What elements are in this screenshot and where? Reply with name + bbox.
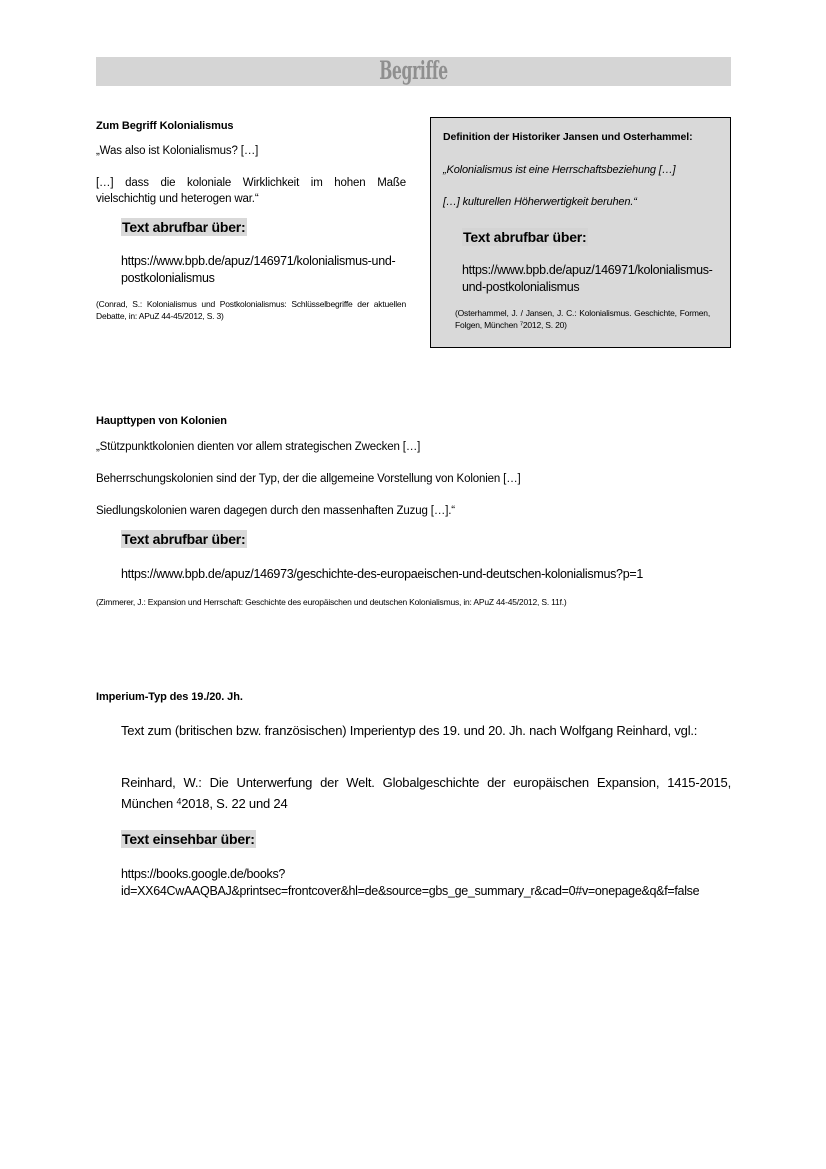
- citation-definition-prefix: (Osterhammel, J. / Jansen, J. C.: Kolonialismus. Geschichte, Formen, Folgen, München: [455, 308, 710, 330]
- link-label-haupttypen: [121, 530, 247, 549]
- citation-definition: [455, 307, 710, 331]
- definition-box-title: Definition der Historiker Jansen und Osterhammel:: [443, 131, 693, 143]
- citation-haupttypen: (Zimmerer, J.: Expansion und Herrschaft: Geschichte des europäischen und deutschen Kolonialismus, in: APuZ 44-45/2012, S. 11f.): [96, 597, 567, 607]
- citation-definition-suffix: 2012, S. 20): [522, 320, 567, 330]
- url-definition[interactable]: https://www.bpb.de/apuz/146971/kolonialismus-und-postkolonialismus: [462, 263, 713, 294]
- page-header-band: [96, 57, 731, 86]
- citation-kolonialismus: (Conrad, S.: Kolonialismus und Postkolonialismus: Schlüsselbegriffe der aktuellen Debatte, in: APuZ 44-45/2012, S. 3): [96, 299, 406, 321]
- link-label-imperium-text: Text einsehbar über:: [122, 831, 255, 847]
- reference-imperium: [121, 772, 731, 814]
- quote-line-haupttypen-3: Siedlungskolonien waren dagegen durch den massenhaften Zuzug […].“: [96, 505, 455, 517]
- page-title: Begriffe: [379, 56, 448, 85]
- section-heading-imperium: Imperium-Typ des 19./20. Jh.: [96, 691, 243, 703]
- link-label-kolonialismus: [121, 218, 247, 237]
- body-paragraph-imperium: Text zum (britischen bzw. französischen) Imperientyp des 19. und 20. Jh. nach Wolfgang Reinhard, vgl.:: [121, 723, 698, 738]
- section-heading-kolonialismus: Zum Begriff Kolonialismus: [96, 120, 234, 132]
- url-haupttypen[interactable]: https://www.bpb.de/apuz/146973/geschichte-des-europaeischen-und-deutschen-kolonialismus?p=1: [121, 567, 644, 581]
- quote-line-haupttypen-1: „Stützpunktkolonien dienten vor allem strategischen Zwecken […]: [96, 441, 421, 453]
- reference-imperium-superscript: 4: [176, 796, 182, 807]
- definition-quote-line-2: […] kulturellen Höherwertigkeit beruhen.“: [443, 196, 637, 208]
- quote-line-haupttypen-2: Beherrschungskolonien sind der Typ, der die allgemeine Vorstellung von Kolonien […]: [96, 473, 521, 485]
- link-label-kolonialismus-text: Text abrufbar über:: [122, 219, 246, 235]
- reference-imperium-prefix: Reinhard, W.: Die Unterwerfung der Welt. Globalgeschichte der europäischen Expansion, 1415-2015, München: [121, 775, 731, 811]
- quote-line-kolonialismus-2: […] dass die koloniale Wirklichkeit im hohen Maße vielschichtig und heterogen war.“: [96, 177, 406, 205]
- link-label-haupttypen-text: Text abrufbar über:: [122, 531, 246, 547]
- url-imperium[interactable]: https://books.google.de/books?id=XX64CwAAQBAJ&printsec=frontcover&hl=de&source=gbs_ge_summary_r&cad=0#v=onepage&q&f=false: [121, 867, 700, 898]
- section-heading-haupttypen: Haupttypen von Kolonien: [96, 415, 227, 427]
- reference-imperium-suffix: 2018, S. 22 und 24: [181, 796, 288, 811]
- definition-box: [430, 117, 731, 348]
- citation-definition-superscript: 7: [519, 321, 523, 328]
- link-label-imperium: [121, 830, 256, 849]
- url-kolonialismus[interactable]: https://www.bpb.de/apuz/146971/kolonialismus-und-postkolonialismus: [121, 254, 396, 285]
- link-label-definition: [462, 228, 588, 247]
- link-label-definition-text: Text abrufbar über:: [463, 229, 587, 245]
- definition-quote-line-1: „Kolonialismus ist eine Herrschaftsbeziehung […]: [443, 164, 676, 176]
- quote-line-kolonialismus-1: „Was also ist Kolonialismus? […]: [96, 145, 259, 157]
